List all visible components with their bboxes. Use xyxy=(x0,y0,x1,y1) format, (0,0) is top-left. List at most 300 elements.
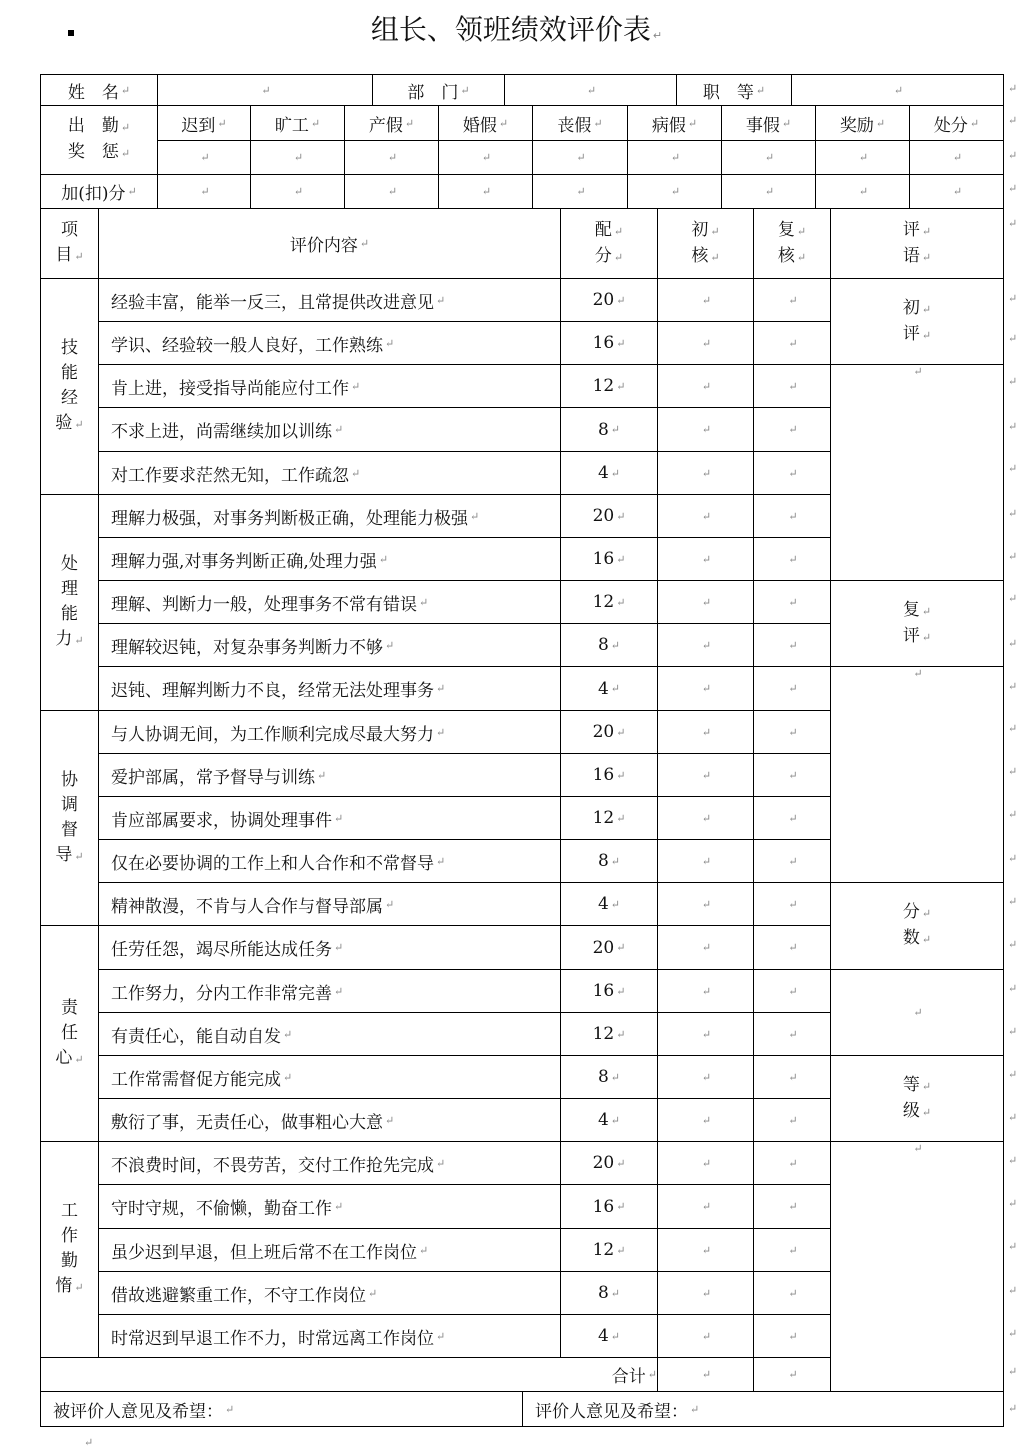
second-comment-field[interactable] xyxy=(830,666,1004,883)
return-mark: ↵ xyxy=(670,151,681,164)
return-mark: ↵ xyxy=(788,466,798,480)
return-mark: ↵ xyxy=(616,1243,626,1257)
criteria-text: 时常迟到早退工作不力，时常远离工作岗位 ↵ xyxy=(98,1314,561,1358)
section-label: 处 理 能 力 ↵ xyxy=(40,494,99,711)
return-mark: ↵ xyxy=(225,1402,235,1416)
return-mark: ↵ xyxy=(788,725,798,739)
points-value: 8 ↵ xyxy=(560,623,658,667)
second-review-field[interactable] xyxy=(753,494,831,538)
return-mark: ↵ xyxy=(610,854,621,868)
return-mark: ↵ xyxy=(359,237,370,250)
points-value: 16 ↵ xyxy=(560,753,658,797)
criteria-text: 迟钝、理解判断力不良，经常无法处理事务 ↵ xyxy=(98,666,561,711)
return-mark: ↵ xyxy=(616,379,626,393)
first-review-field[interactable] xyxy=(657,710,754,754)
return-mark: ↵ xyxy=(701,811,712,825)
second-review-field[interactable] xyxy=(753,1012,831,1056)
first-review-field[interactable] xyxy=(657,623,754,667)
second-review-field[interactable] xyxy=(753,1228,831,1272)
attendance-col-header: 婚假 ↵ xyxy=(438,105,533,141)
second-review-field[interactable] xyxy=(753,278,831,322)
first-review-field[interactable] xyxy=(657,839,754,883)
first-review-field[interactable] xyxy=(657,1228,754,1272)
first-review-field[interactable] xyxy=(657,1141,754,1185)
col-item-header: 项 目 ↵ xyxy=(40,208,99,279)
return-mark: ↵ xyxy=(610,423,621,436)
first-review-field[interactable] xyxy=(657,364,754,408)
return-mark: ↵ xyxy=(385,1113,395,1127)
return-mark: ↵ xyxy=(334,984,344,998)
return-mark: ↵ xyxy=(419,595,429,609)
return-mark: ↵ xyxy=(576,185,586,198)
return-mark: ↵ xyxy=(796,250,807,264)
return-mark: ↵ xyxy=(921,224,932,238)
return-mark: ↵ xyxy=(351,466,361,480)
first-review-field[interactable] xyxy=(657,1271,754,1315)
second-review-field[interactable] xyxy=(753,839,831,883)
return-mark: ↵ xyxy=(701,552,712,566)
points-value: 4 ↵ xyxy=(560,451,658,495)
score-adjust-field[interactable] xyxy=(721,174,816,209)
return-mark: ↵ xyxy=(647,1368,657,1381)
criteria-text: 对工作要求茫然无知，工作疏忽 ↵ xyxy=(98,451,561,495)
return-mark: ↵ xyxy=(74,250,84,263)
return-mark: ↵ xyxy=(74,1052,84,1066)
return-mark: ↵ xyxy=(701,984,712,998)
return-mark: ↵ xyxy=(952,185,963,198)
second-review-field[interactable] xyxy=(753,1055,831,1099)
score-adjust-field[interactable] xyxy=(157,174,251,209)
return-mark: ↵ xyxy=(701,854,712,868)
points-value: 20 ↵ xyxy=(560,710,658,754)
second-comment-label: 复 ↵ 评 ↵ xyxy=(830,580,1004,667)
return-mark: ↵ xyxy=(701,1200,712,1213)
second-review-field[interactable] xyxy=(753,666,831,711)
return-mark: ↵ xyxy=(385,897,395,911)
criteria-text: 学识、经验较一般人良好，工作熟练 ↵ xyxy=(98,321,561,365)
return-mark: ↵ xyxy=(387,185,398,198)
score-adjust-field[interactable] xyxy=(909,174,1004,209)
attendance-col-header: 事假 ↵ xyxy=(721,105,816,141)
return-mark: ↵ xyxy=(436,1156,446,1170)
second-review-field[interactable] xyxy=(753,537,831,581)
first-review-field[interactable] xyxy=(657,494,754,538)
score-label: 分 ↵ 数 ↵ xyxy=(830,882,1004,970)
attendance-col-header: 旷工 ↵ xyxy=(250,105,345,141)
return-mark: ↵ xyxy=(788,1286,798,1300)
attendance-value-field[interactable] xyxy=(157,140,251,175)
return-mark: ↵ xyxy=(610,1286,621,1300)
second-review-field[interactable] xyxy=(753,882,831,926)
return-mark: ↵ xyxy=(788,1070,798,1084)
attendance-value-field[interactable] xyxy=(344,140,439,175)
points-value: 12 ↵ xyxy=(560,1228,658,1272)
first-review-field[interactable] xyxy=(657,1184,754,1229)
return-mark: ↵ xyxy=(1008,1025,1018,1038)
attendance-col-header: 奖励 ↵ xyxy=(815,105,910,141)
second-review-field[interactable] xyxy=(753,753,831,797)
return-mark: ↵ xyxy=(701,1329,712,1343)
return-mark: ↵ xyxy=(436,293,446,307)
return-mark: ↵ xyxy=(200,151,210,164)
return-mark: ↵ xyxy=(120,147,131,160)
first-review-field[interactable] xyxy=(657,882,754,926)
return-mark: ↵ xyxy=(788,854,798,868)
return-mark: ↵ xyxy=(610,638,621,652)
second-review-field[interactable] xyxy=(753,580,831,624)
return-mark: ↵ xyxy=(610,1070,621,1084)
second-review-field[interactable] xyxy=(753,969,831,1013)
return-mark: ↵ xyxy=(1008,114,1018,127)
attendance-col-header: 迟到 ↵ xyxy=(157,105,251,141)
rank-field[interactable] xyxy=(791,74,1004,106)
return-mark: ↵ xyxy=(921,250,932,264)
criteria-text: 精神散漫，不肯与人合作与督导部属 ↵ xyxy=(98,882,561,926)
return-mark: ↵ xyxy=(334,423,344,436)
criteria-text: 守时守规，不偷懒，勤奋工作 ↵ xyxy=(98,1184,561,1229)
name-field[interactable] xyxy=(157,74,373,106)
return-mark: ↵ xyxy=(690,1402,700,1416)
first-review-field[interactable] xyxy=(657,1055,754,1099)
attendance-value-field[interactable] xyxy=(532,140,628,175)
return-mark: ↵ xyxy=(481,185,492,198)
return-mark: ↵ xyxy=(610,682,621,695)
attendance-label: 出 勤 ↵ 奖 惩 ↵ xyxy=(40,105,158,175)
first-review-field[interactable] xyxy=(657,537,754,581)
criteria-text: 不求上进，尚需继续加以训练 ↵ xyxy=(98,407,561,452)
name-label: 姓 名 ↵ xyxy=(40,74,158,106)
return-mark: ↵ xyxy=(913,1006,923,1019)
score-adjust-field[interactable] xyxy=(344,174,439,209)
return-mark: ↵ xyxy=(283,1070,293,1084)
return-mark: ↵ xyxy=(616,811,626,825)
return-mark: ↵ xyxy=(613,250,624,264)
section-label: 协 调 督 导 ↵ xyxy=(40,710,99,926)
return-mark: ↵ xyxy=(1008,420,1018,433)
return-mark: ↵ xyxy=(788,897,798,911)
score-field[interactable] xyxy=(830,969,1004,1056)
return-mark: ↵ xyxy=(460,83,470,97)
attendance-value-field[interactable] xyxy=(815,140,910,175)
first-review-field[interactable] xyxy=(657,925,754,970)
return-mark: ↵ xyxy=(120,121,131,134)
return-mark: ↵ xyxy=(701,1113,712,1127)
second-review-field[interactable] xyxy=(753,407,831,452)
first-review-field[interactable] xyxy=(657,580,754,624)
second-review-field[interactable] xyxy=(753,451,831,495)
second-review-field[interactable] xyxy=(753,1141,831,1185)
return-mark: ↵ xyxy=(701,941,712,954)
return-mark: ↵ xyxy=(576,151,586,164)
attendance-value-field[interactable] xyxy=(250,140,345,175)
return-mark: ↵ xyxy=(788,509,798,523)
return-mark: ↵ xyxy=(701,423,712,436)
return-mark: ↵ xyxy=(701,725,712,739)
return-mark: ↵ xyxy=(701,1368,712,1381)
total-first-review-field[interactable] xyxy=(657,1357,754,1392)
return-mark: ↵ xyxy=(1008,982,1018,995)
return-mark: ↵ xyxy=(788,682,798,695)
second-review-field[interactable] xyxy=(753,925,831,970)
return-mark: ↵ xyxy=(616,595,626,609)
section-label: 技 能 经 验 ↵ xyxy=(40,278,99,495)
col-content-header: 评价内容 ↵ xyxy=(98,208,561,279)
score-adjust-field[interactable] xyxy=(532,174,628,209)
return-mark: ↵ xyxy=(616,725,626,739)
return-mark: ↵ xyxy=(1008,1240,1018,1253)
return-mark: ↵ xyxy=(1008,938,1018,951)
col-points-header: 配 ↵ 分 ↵ xyxy=(560,208,658,279)
return-mark: ↵ xyxy=(788,984,798,998)
return-mark: ↵ xyxy=(913,667,923,680)
return-mark: ↵ xyxy=(1008,149,1018,162)
second-review-field[interactable] xyxy=(753,710,831,754)
return-mark: ↵ xyxy=(701,768,712,782)
col-second-review-header: 复 ↵ 核 ↵ xyxy=(753,208,831,279)
return-mark: ↵ xyxy=(610,466,621,480)
appraisee-opinion-field[interactable]: 被评价人意见及希望： ↵ xyxy=(40,1391,523,1427)
return-mark: ↵ xyxy=(283,1027,293,1041)
points-value: 4 ↵ xyxy=(560,1098,658,1142)
return-mark: ↵ xyxy=(788,941,798,954)
return-mark: ↵ xyxy=(858,151,869,164)
return-mark: ↵ xyxy=(1008,1365,1018,1378)
return-mark: ↵ xyxy=(84,1436,94,1449)
col-comment-header: 评 ↵ 语 ↵ xyxy=(830,208,1004,279)
grade-field[interactable] xyxy=(830,1141,1004,1392)
points-value: 20 ↵ xyxy=(560,494,658,538)
return-mark: ↵ xyxy=(261,83,271,97)
return-mark: ↵ xyxy=(788,1200,798,1213)
second-review-field[interactable] xyxy=(753,364,831,408)
return-mark: ↵ xyxy=(613,224,624,238)
grade-label: 等 ↵ 级 ↵ xyxy=(830,1055,1004,1142)
return-mark: ↵ xyxy=(921,1105,932,1119)
return-mark: ↵ xyxy=(1008,592,1018,605)
return-mark: ↵ xyxy=(1008,332,1018,345)
return-mark: ↵ xyxy=(858,185,869,198)
criteria-text: 工作努力，分内工作非常完善 ↵ xyxy=(98,969,561,1013)
second-review-field[interactable] xyxy=(753,1314,831,1358)
return-mark: ↵ xyxy=(1008,550,1018,563)
return-mark: ↵ xyxy=(498,116,509,130)
first-review-field[interactable] xyxy=(657,1098,754,1142)
col-first-review-header: 初 ↵ 核 ↵ xyxy=(657,208,754,279)
return-mark: ↵ xyxy=(593,116,603,130)
return-mark: ↵ xyxy=(616,336,626,350)
points-value: 4 ↵ xyxy=(560,1314,658,1358)
return-mark: ↵ xyxy=(701,1070,712,1084)
first-review-field[interactable] xyxy=(657,278,754,322)
return-mark: ↵ xyxy=(701,336,712,350)
return-mark: ↵ xyxy=(378,552,389,566)
first-review-field[interactable] xyxy=(657,969,754,1013)
return-mark: ↵ xyxy=(385,336,395,350)
total-second-review-field[interactable] xyxy=(753,1357,831,1392)
first-review-field[interactable] xyxy=(657,753,754,797)
return-mark: ↵ xyxy=(921,907,932,920)
score-adjust-field[interactable] xyxy=(250,174,345,209)
criteria-text: 任劳任怨，竭尽所能达成任务 ↵ xyxy=(98,925,561,970)
return-mark: ↵ xyxy=(701,1156,712,1170)
return-mark: ↵ xyxy=(921,604,932,618)
return-mark: ↵ xyxy=(334,941,344,954)
points-value: 16 ↵ xyxy=(560,969,658,1013)
points-value: 12 ↵ xyxy=(560,364,658,408)
return-mark: ↵ xyxy=(969,116,980,130)
return-mark: ↵ xyxy=(334,1200,344,1213)
return-mark: ↵ xyxy=(913,365,923,378)
page-title: 组长、领班绩效评价表 ↵ xyxy=(370,13,663,46)
return-mark: ↵ xyxy=(875,116,886,130)
return-mark: ↵ xyxy=(710,250,720,264)
first-review-field[interactable] xyxy=(657,796,754,840)
return-mark: ↵ xyxy=(200,185,210,198)
score-adjust-field[interactable] xyxy=(438,174,533,209)
first-review-field[interactable] xyxy=(657,1012,754,1056)
return-mark: ↵ xyxy=(616,1200,626,1213)
return-mark: ↵ xyxy=(788,1329,798,1343)
criteria-text: 理解较迟钝，对复杂事务判断力不够 ↵ xyxy=(98,623,561,667)
return-mark: ↵ xyxy=(436,725,446,739)
return-mark: ↵ xyxy=(781,116,792,130)
points-value: 16 ↵ xyxy=(560,537,658,581)
points-value: 12 ↵ xyxy=(560,580,658,624)
return-mark: ↵ xyxy=(1008,507,1018,520)
score-adjust-field[interactable] xyxy=(627,174,722,209)
second-review-field[interactable] xyxy=(753,1098,831,1142)
return-mark: ↵ xyxy=(351,379,361,393)
points-value: 8 ↵ xyxy=(560,1271,658,1315)
return-mark: ↵ xyxy=(616,1156,626,1170)
attendance-col-header: 丧假 ↵ xyxy=(532,105,628,141)
second-review-field[interactable] xyxy=(753,321,831,365)
return-mark: ↵ xyxy=(893,83,904,97)
return-mark: ↵ xyxy=(701,595,712,609)
return-mark: ↵ xyxy=(788,379,798,393)
return-mark: ↵ xyxy=(120,83,131,97)
first-review-field[interactable] xyxy=(657,407,754,452)
return-mark: ↵ xyxy=(385,638,395,652)
second-review-field[interactable] xyxy=(753,1184,831,1229)
return-mark: ↵ xyxy=(127,185,137,198)
return-mark: ↵ xyxy=(788,1027,798,1041)
return-mark: ↵ xyxy=(764,151,775,164)
first-review-field[interactable] xyxy=(657,666,754,711)
points-value: 12 ↵ xyxy=(560,1012,658,1056)
criteria-text: 有责任心，能自动自发 ↵ xyxy=(98,1012,561,1056)
attendance-value-field[interactable] xyxy=(721,140,816,175)
section-label: 责 任 心 ↵ xyxy=(40,925,99,1142)
score-adjust-label: 加(扣)分 ↵ xyxy=(40,174,158,209)
return-mark: ↵ xyxy=(701,379,712,393)
return-mark: ↵ xyxy=(74,634,84,647)
dept-label: 部 门 ↵ xyxy=(372,74,505,106)
return-mark: ↵ xyxy=(616,1027,626,1041)
return-mark: ↵ xyxy=(764,185,775,198)
return-mark: ↵ xyxy=(293,151,304,164)
return-mark: ↵ xyxy=(670,185,681,198)
return-mark: ↵ xyxy=(1008,82,1018,95)
attendance-value-field[interactable] xyxy=(438,140,533,175)
attendance-value-field[interactable] xyxy=(627,140,722,175)
criteria-text: 工作常需督促方能完成 ↵ xyxy=(98,1055,561,1099)
first-review-field[interactable] xyxy=(657,321,754,365)
score-adjust-field[interactable] xyxy=(815,174,910,209)
return-mark: ↵ xyxy=(788,638,798,652)
return-mark: ↵ xyxy=(788,552,798,566)
return-mark: ↵ xyxy=(952,151,963,164)
appraiser-opinion-field[interactable]: 评价人意见及希望： ↵ xyxy=(522,1391,1004,1427)
attendance-col-header: 产假 ↵ xyxy=(344,105,439,141)
return-mark: ↵ xyxy=(74,1281,84,1294)
return-mark: ↵ xyxy=(788,336,798,350)
attendance-col-header: 病假 ↵ xyxy=(627,105,722,141)
return-mark: ↵ xyxy=(710,224,720,238)
second-review-field[interactable] xyxy=(753,623,831,667)
second-review-field[interactable] xyxy=(753,1271,831,1315)
first-review-field[interactable] xyxy=(657,451,754,495)
return-mark: ↵ xyxy=(1008,765,1018,778)
return-mark: ↵ xyxy=(1008,1111,1018,1124)
return-mark: ↵ xyxy=(1008,462,1018,475)
return-mark: ↵ xyxy=(387,151,398,164)
points-value: 20 ↵ xyxy=(560,1141,658,1185)
points-value: 16 ↵ xyxy=(560,1184,658,1229)
return-mark: ↵ xyxy=(334,811,344,825)
attendance-value-field[interactable] xyxy=(909,140,1004,175)
return-mark: ↵ xyxy=(1008,1327,1018,1340)
criteria-text: 敷衍了事，无责任心，做事粗心大意 ↵ xyxy=(98,1098,561,1142)
dept-field[interactable] xyxy=(504,74,677,106)
return-mark: ↵ xyxy=(913,1142,923,1155)
second-review-field[interactable] xyxy=(753,796,831,840)
return-mark: ↵ xyxy=(788,811,798,825)
return-mark: ↵ xyxy=(788,1156,798,1170)
return-mark: ↵ xyxy=(217,116,227,130)
return-mark: ↵ xyxy=(921,630,932,644)
return-mark: ↵ xyxy=(788,595,798,609)
return-mark: ↵ xyxy=(1008,217,1018,230)
return-mark: ↵ xyxy=(701,1286,712,1300)
return-mark: ↵ xyxy=(317,768,327,782)
points-value: 8 ↵ xyxy=(560,1055,658,1099)
return-mark: ↵ xyxy=(1008,808,1018,821)
return-mark: ↵ xyxy=(796,224,807,238)
return-mark: ↵ xyxy=(701,293,712,307)
return-mark: ↵ xyxy=(1008,895,1018,908)
criteria-text: 仅在必要协调的工作上和人合作和不常督导 ↵ xyxy=(98,839,561,883)
first-review-field[interactable] xyxy=(657,1314,754,1358)
return-mark: ↵ xyxy=(1008,1154,1018,1167)
return-mark: ↵ xyxy=(419,1243,429,1257)
first-comment-field[interactable] xyxy=(830,364,1004,581)
return-mark: ↵ xyxy=(1008,1068,1018,1081)
return-mark: ↵ xyxy=(368,1286,378,1300)
criteria-text: 经验丰富，能举一反三，且常提供改进意见 ↵ xyxy=(98,278,561,322)
return-mark: ↵ xyxy=(74,418,84,431)
rank-label: 职 等 ↵ xyxy=(676,74,792,106)
return-mark: ↵ xyxy=(616,941,626,954)
return-mark: ↵ xyxy=(1008,680,1018,693)
section-label: 工 作 勤 惰 ↵ xyxy=(40,1141,99,1358)
return-mark: ↵ xyxy=(436,854,446,868)
return-mark: ↵ xyxy=(481,151,492,164)
return-mark: ↵ xyxy=(1008,375,1018,388)
return-mark: ↵ xyxy=(788,1113,798,1127)
return-mark: ↵ xyxy=(788,293,798,307)
return-mark: ↵ xyxy=(586,83,597,97)
